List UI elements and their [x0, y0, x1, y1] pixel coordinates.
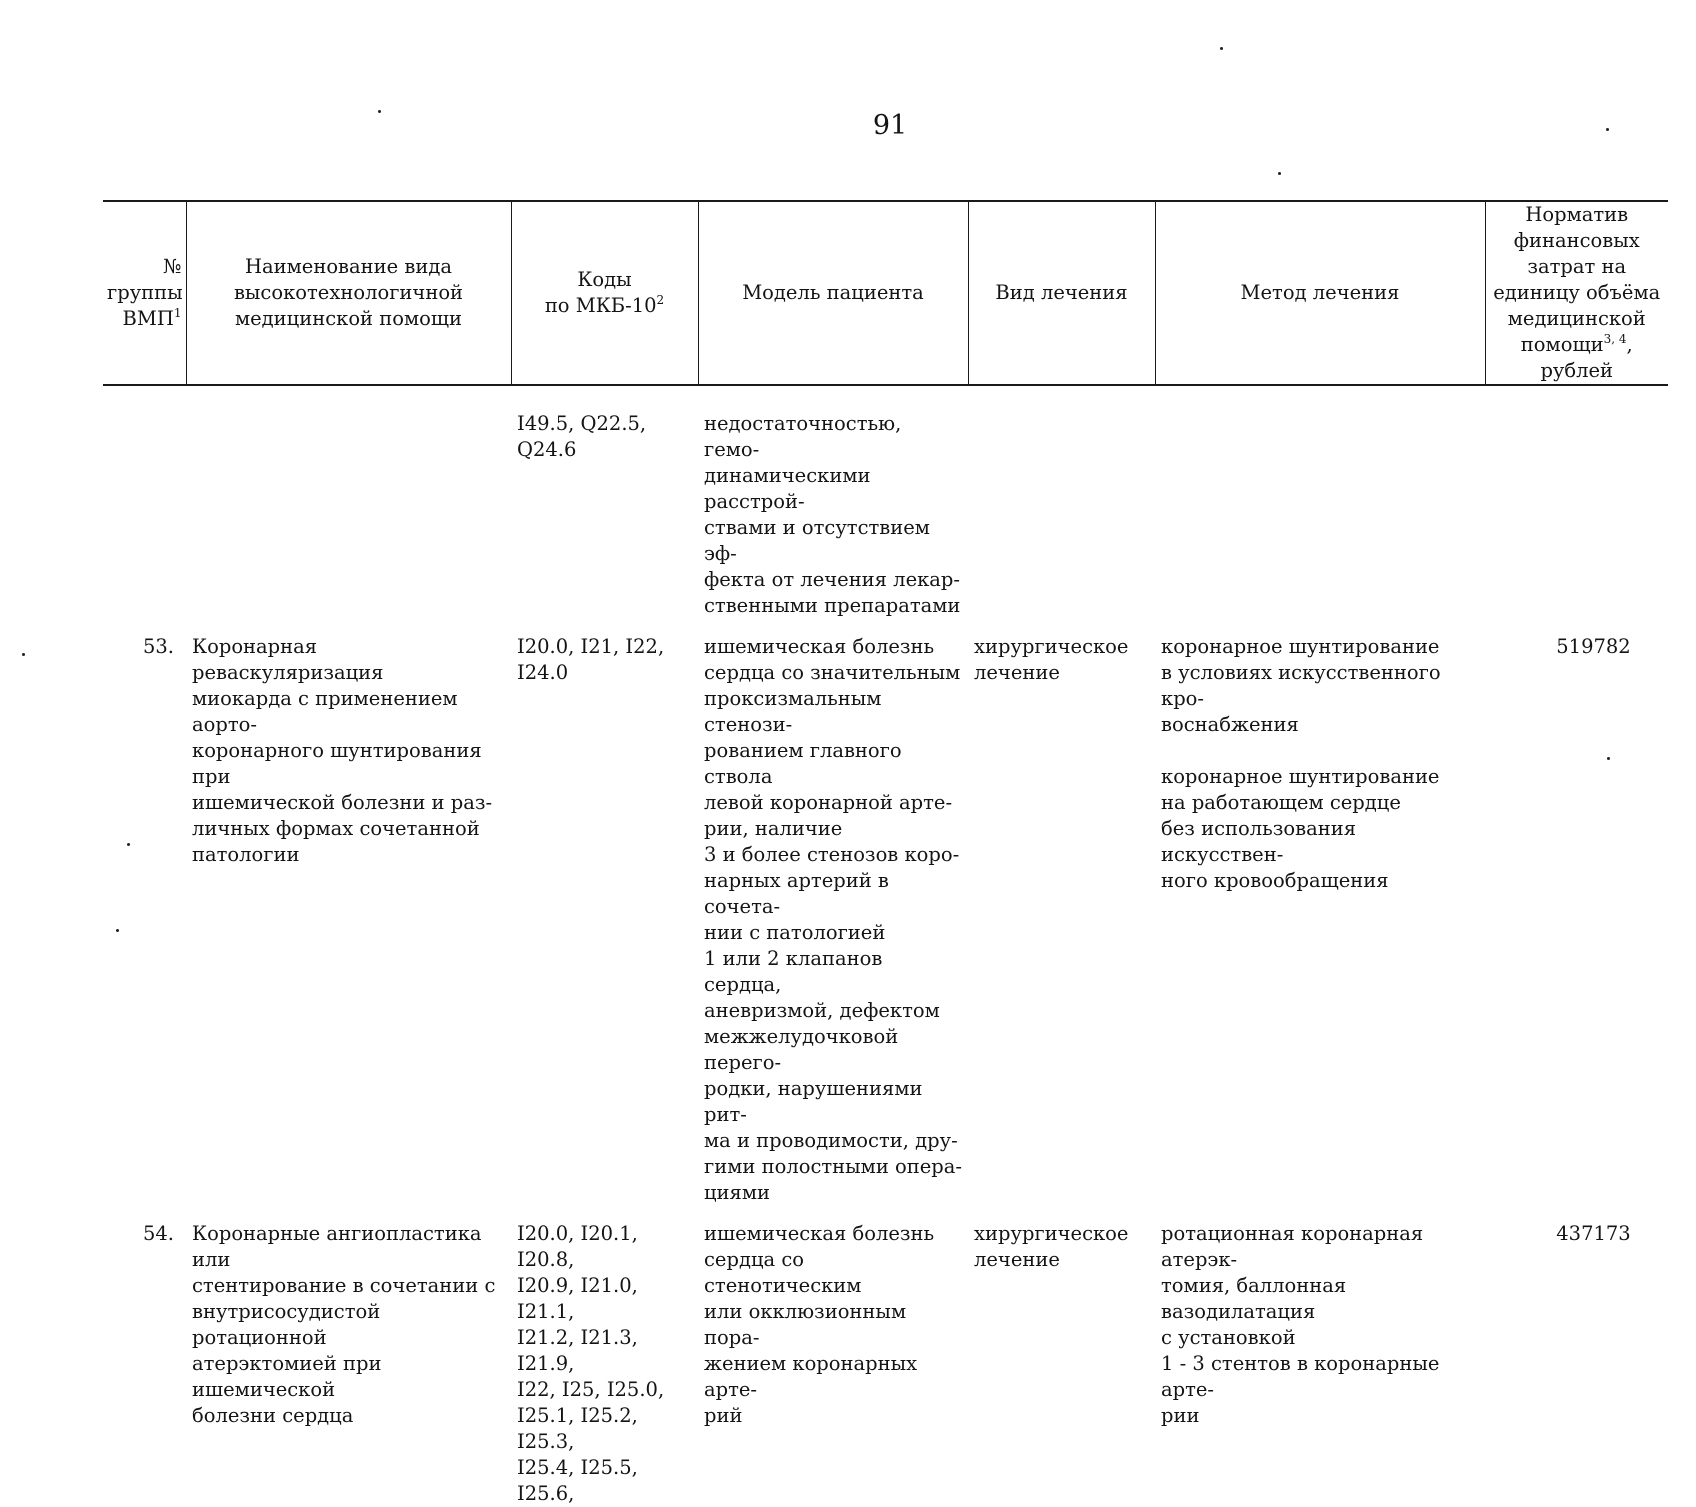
row-number: 54.	[142, 1222, 174, 1245]
row-patient-model: ишемическая болезнь сердца со стенотическим или окклюзионным пора- жением коронарных арте- рий	[704, 1222, 935, 1427]
row-number	[103, 385, 186, 619]
row-icd-codes: I20.0, I21, I22, I24.0	[517, 635, 665, 684]
row-cost: 437173	[1556, 1222, 1631, 1245]
row-icd-codes: I49.5, Q22.5, Q24.6	[517, 412, 647, 461]
row-treatment-type: хирургическое лечение	[974, 635, 1129, 684]
row-patient-model: недостаточностью, гемо- динамическими расстрой- ствами и отсутствием эф- фекта от лечения лекар- ственными препаратами	[704, 412, 961, 617]
header-patient-model: Модель пациента	[698, 201, 968, 385]
scan-speck	[22, 653, 25, 656]
header-icd-codes: Коды по МКБ-$10^2$	[511, 201, 698, 385]
row-icd-codes: I20.0, I20.1, I20.8, I20.9, I21.0, I21.1, I21.2, I21.3, I21.9, I22, I25, I25.0, I25.1, I25.2, I25.3, I25.4, I25.5, I25.6,	[517, 1222, 665, 1505]
table-row	[103, 619, 1668, 1206]
table-header-row	[103, 201, 1668, 385]
scan-speck	[127, 843, 130, 846]
row-treatment-type	[968, 385, 1155, 619]
table-row	[103, 1206, 1668, 1507]
row-cost: 519782	[1556, 635, 1631, 658]
row-treatment-method: коронарное шунтирование в условиях искусственного кро- воснабжения коронарное шунтирование на работающем сердце без использования искусствен- ного кровообращения	[1161, 635, 1441, 892]
page-number: 91	[872, 110, 908, 141]
row-number: 53.	[142, 635, 174, 658]
row-treatment-method	[1155, 385, 1485, 619]
header-treatment-type: Вид лечения	[968, 201, 1155, 385]
row-care-name: Коронарные ангиопластика или стентирование в сочетании с внутрисосудистой ротационной атерэктомией при ишемической болезни сердца	[192, 1222, 496, 1427]
scan-speck	[1278, 172, 1281, 175]
scan-speck	[116, 929, 119, 932]
table-row	[103, 385, 1668, 619]
scan-speck	[1606, 128, 1609, 131]
row-care-name	[186, 385, 511, 619]
scan-speck	[1607, 757, 1610, 760]
vmp-table	[103, 200, 1668, 1507]
row-patient-model: ишемическая болезнь сердца со значительным проксизмальным стенози- рованием главного ствола левой коронарной арте- рии, наличие 3 и более стенозов коро- нарных артерий в сочета- нии с патологией 1 или 2 клапанов сердца, аневризмой, дефектом межжелудочковой перего- родки, нарушениями рит- ма и проводимости, дру- гими полостными опера- циями	[704, 635, 963, 1204]
header-group-number: № группы ВМП$^1$	[103, 201, 186, 385]
row-treatment-method: ротационная коронарная атерэк- томия, баллонная вазодилатация с установкой 1 - 3 стентов в коронарные арте- рии	[1161, 1222, 1440, 1427]
header-cost-standard: Норматив финансовых затрат на единицу объёма медицинской помощи$^{3, 4}$, рублей	[1485, 201, 1668, 385]
header-care-name: Наименование вида высокотехнологичной медицинской помощи	[186, 201, 511, 385]
scan-speck	[378, 110, 381, 113]
row-care-name: Коронарная реваскуляризация миокарда с применением аорто- коронарного шунтирования при ишемической болезни и раз- личных формах сочетанной патологии	[192, 635, 493, 866]
header-treatment-method: Метод лечения	[1155, 201, 1485, 385]
row-cost	[1485, 385, 1668, 619]
row-treatment-type: хирургическое лечение	[974, 1222, 1129, 1271]
scan-speck	[1220, 47, 1223, 50]
